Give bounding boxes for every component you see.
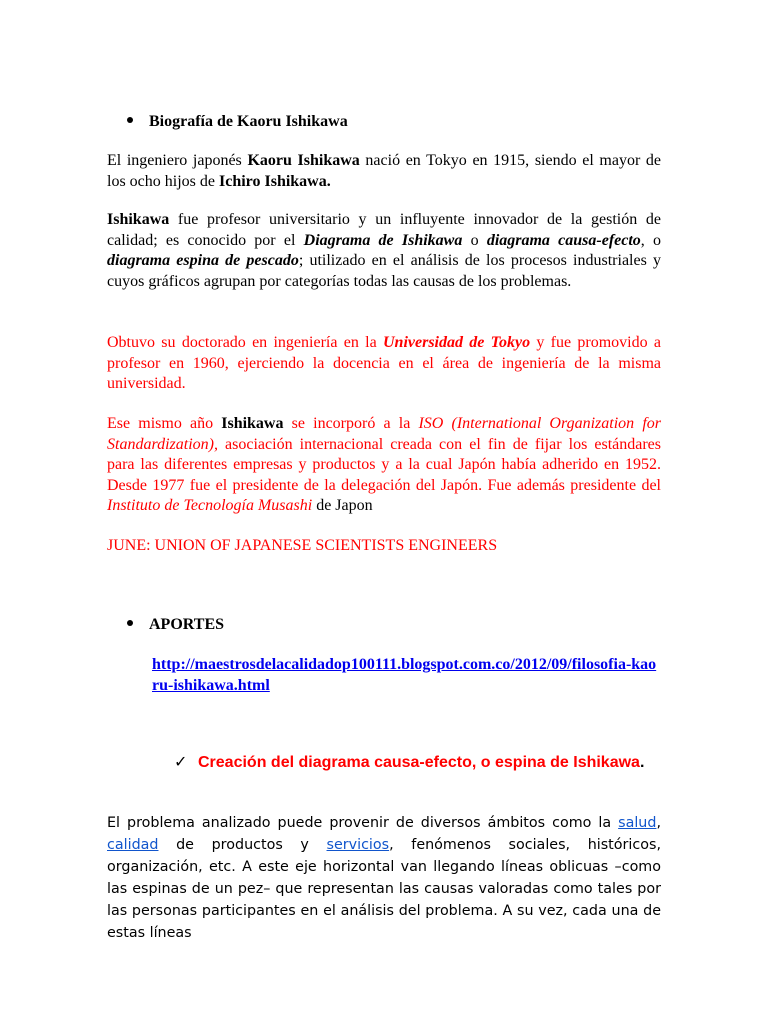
bio-heading: Biografía de Kaoru Ishikawa: [127, 112, 348, 132]
bullet-dot-icon: [127, 620, 133, 626]
bio-paragraph-3: Obtuvo su doctorado en ingeniería en la Universidad de Tokyo y fue promovido a profesor en 1960, ejerciendo la docencia en el área de ingeniería de la misma universidad.: [107, 334, 662, 392]
aportes-paragraph: El problema analizado puede provenir de diversos ámbitos como la salud, calidad de productos y servicios, fenómenos sociales, históricos, organización, etc. A este eje horizontal van llegando líneas oblicuas –como las espinas de un pez– que representan las causas valoradas como tales por las personas participantes en el análisis del problema. A su vez, cada una de estas líneas: [107, 815, 661, 941]
bio-paragraph-4: Ese mismo año Ishikawa se incorporó a la ISO (International Organization for Standardization), asociación internacional creada con el fin de fijar los estándares para las diferentes empresas y productos y a la cual Japón había adherido en 1952. Desde 1977 fue el presidente de la delegación del Japón. Fue además presidente del Instituto de Tecnología Musashi de Japon: [107, 415, 661, 514]
blog-link-block: [152, 655, 662, 696]
link-servicios[interactable]: servicios: [326, 837, 390, 853]
name-ichiro-ishikawa: Ichiro Ishikawa.: [219, 172, 331, 190]
blog-link[interactable]: http://maestrosdelacalidadop100111.blogspot.com.co/2012/09/filosofia-kaoru-ishikawa.html: [152, 656, 657, 694]
aportes-heading: APORTES: [127, 615, 224, 635]
check-item: ✓ Creación del diagrama causa-efecto, o espina de Ishikawa.: [174, 754, 645, 771]
june-line: JUNE: UNION OF JAPANESE SCIENTISTS ENGINEERS: [107, 537, 498, 554]
bio-paragraph-1: El ingeniero japonés Kaoru Ishikawa nació en Tokyo en 1915, siendo el mayor de los ocho hijos de Ichiro Ishikawa.: [107, 152, 662, 190]
link-calidad[interactable]: calidad: [107, 837, 159, 853]
bullet-dot-icon: [127, 117, 133, 123]
name-kaoru-ishikawa: Kaoru Ishikawa: [247, 152, 360, 169]
checkmark-icon: ✓: [174, 754, 188, 771]
bio-paragraph-2: Ishikawa fue profesor universitario y un influyente innovador de la gestión de calidad; es conocido por el Diagrama de Ishikawa o diagrama causa-efecto, o diagrama espina de pescado; utilizado en el análisis de los procesos industriales y cuyos gráficos agrupan por categorías todas las causas de los problemas.: [107, 211, 662, 290]
link-salud[interactable]: salud: [618, 815, 657, 831]
